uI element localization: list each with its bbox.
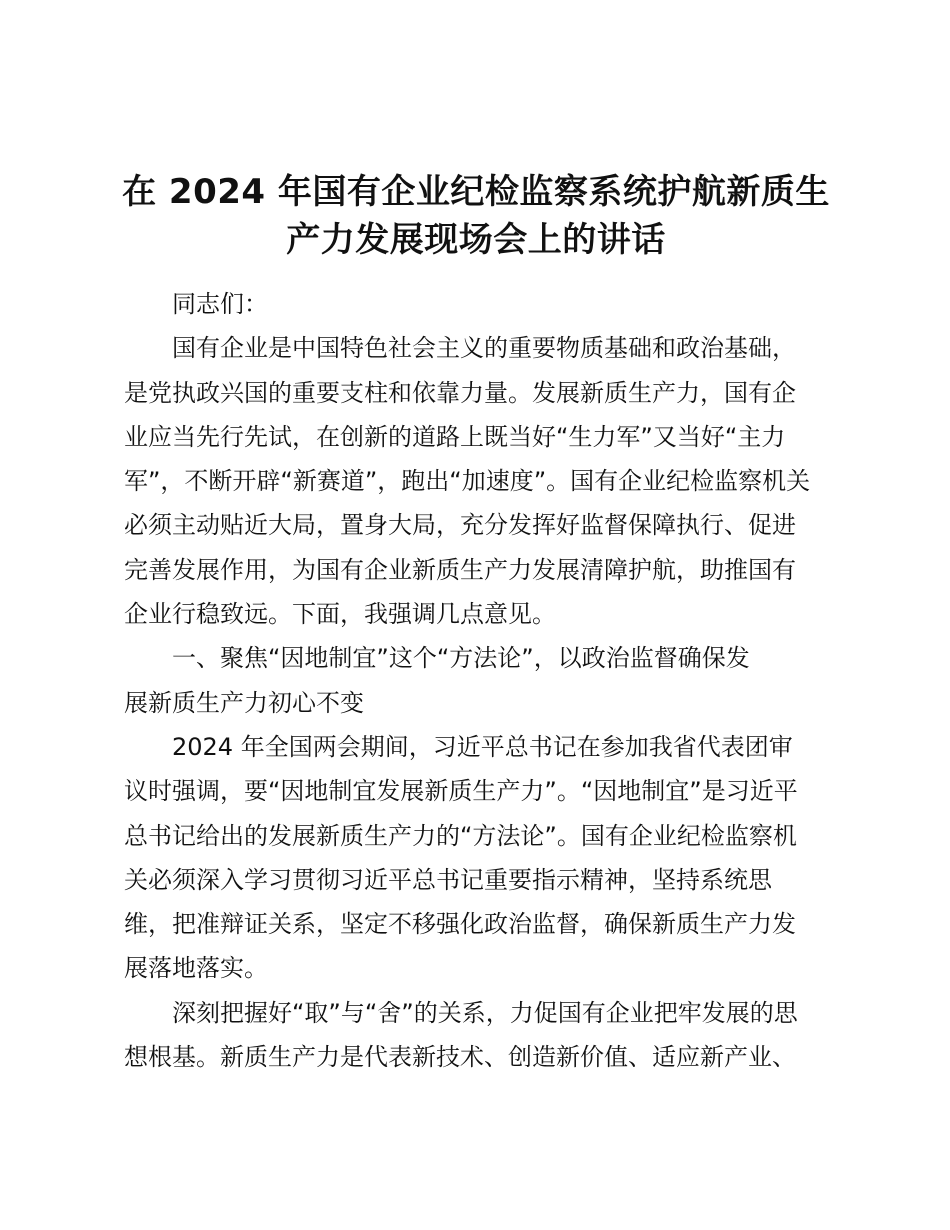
paragraph-line: 必须主动贴近大局，置身大局，充分发挥好监督保障执行、促进 [124, 511, 796, 540]
document-title [120, 168, 832, 264]
paragraph-line: 完善发展作用，为国有企业新质生产力发展清障护航，助推国有 [124, 555, 796, 584]
paragraph-line: 想根基。新质生产力是代表新技术、创造新价值、适应新产业、 [124, 1043, 796, 1072]
paragraph-line: 展落地落实。 [124, 954, 268, 983]
paragraph-line: 2024 年全国两会期间，习近平总书记在参加我省代表团审 [172, 732, 793, 761]
paragraph-line: 总书记给出的发展新质生产力的“方法论”。国有企业纪检监察机 [124, 821, 797, 850]
section-heading-line: 一、聚焦“因地制宜”这个“方法论”，以政治监督确保发 [172, 644, 750, 673]
title-line: 在 2024 年国有企业纪检监察系统护航新质生 [122, 172, 830, 212]
paragraph-line: 军”，不断开辟“新赛道”，跑出“加速度”。国有企业纪检监察机关 [124, 467, 811, 496]
paragraph-line: 关必须深入学习贯彻习近平总书记重要指示精神，坚持系统思 [124, 865, 772, 894]
document-body [124, 282, 828, 1079]
title-line: 产力发展现场会上的讲话 [286, 220, 666, 260]
paragraph-line: 是党执政兴国的重要支柱和依靠力量。发展新质生产力，国有企 [124, 378, 796, 407]
salutation: 同志们： [172, 290, 268, 318]
paragraph-line: 企业行稳致远。下面，我强调几点意见。 [124, 600, 556, 629]
paragraph-line: 维，把准辩证关系，坚定不移强化政治监督，确保新质生产力发 [124, 910, 796, 939]
section-heading-line: 展新质生产力初心不变 [124, 688, 364, 717]
paragraph-line: 业应当先行先试，在创新的道路上既当好“生力军”又当好“主力 [124, 422, 786, 451]
paragraph-line: 国有企业是中国特色社会主义的重要物质基础和政治基础， [172, 334, 796, 363]
paragraph-line: 议时强调，要“因地制宜发展新质生产力”。“因地制宜”是习近平 [124, 777, 798, 806]
paragraph-line: 深刻把握好“取”与“舍”的关系，力促国有企业把牢发展的思 [172, 998, 798, 1027]
